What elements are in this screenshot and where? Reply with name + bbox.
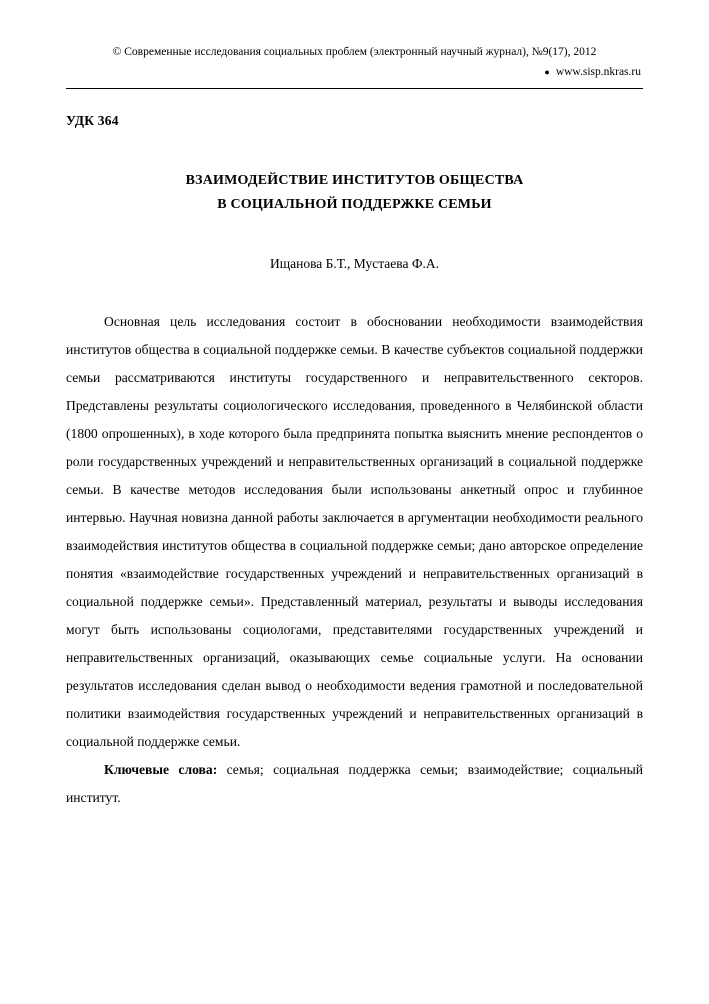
bullet-icon: ● <box>544 66 550 77</box>
udc-code: УДК 364 <box>66 112 119 128</box>
keywords-text: семья; социальная поддержка семьи; взаимодействие; социальный институт. <box>66 761 643 805</box>
authors: Ищанова Б.Т., Мустаева Ф.А. <box>269 255 439 271</box>
journal-website-line <box>66 64 643 81</box>
title-line-1: ВЗАИМОДЕЙСТВИЕ ИНСТИТУТОВ ОБЩЕСТВА <box>185 172 524 188</box>
abstract-text: Основная цель исследования состоит в обосновании необходимости взаимодействия институтов общества в социальной поддержке семьи. В качестве субъектов социальной поддержки семьи рассматриваются институты государственного и неправительственного секторов. Представлены результаты социологического исследования, проведенного в Челябинской области (1800 опрошенных), в ходе которого была предпринята попытка выяснить мнение респондентов о роли государственных учреждений и неправительственных организаций в социальной поддержке семьи. В качестве методов исследования были использованы анкетный опрос и глубинное интервью. Научная новизна данной работы заключается в аргументации необходимости реального взаимодействия институтов общества в социальной поддержке семьи; дано авторское определение понятия «взаимодействие государственных учреждений и неправительственных организаций в социальной поддержке семьи». Представленный материал, результаты и выводы исследования могут быть использованы социологами, представителями государственных учреждений и неправительственных организаций, оказывающих семье социальные услуги. На основании результатов исследования сделан вывод о необходимости ведения грамотной и последовательной политики взаимодействия государственных учреждений и неправительственных организаций в социальной поддержке семьи. <box>66 313 643 749</box>
page-title <box>66 169 643 218</box>
journal-website: www.sisp.nkras.ru <box>555 66 641 79</box>
keywords-label: Ключевые слова: <box>104 761 218 777</box>
running-head <box>66 44 643 82</box>
journal-citation-line: © Современные исследования социальных проблем (электронный научный журнал), №9(17), 2012 <box>112 46 597 58</box>
keywords-block <box>66 756 643 812</box>
title-line-2: В СОЦИАЛЬНОЙ ПОДДЕРЖКЕ СЕМЬИ <box>217 197 492 212</box>
header-divider <box>66 88 643 89</box>
